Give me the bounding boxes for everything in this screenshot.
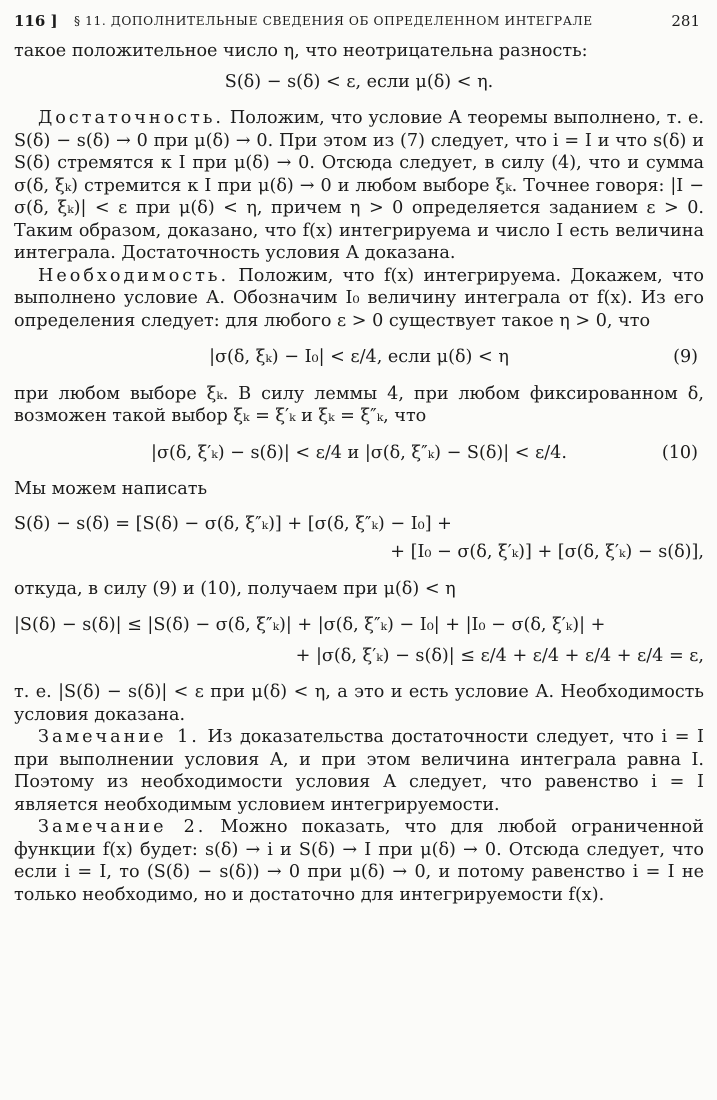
- remark-2-paragraph: [14, 816, 704, 906]
- remark-2-label: Замечание 2.: [38, 817, 207, 837]
- remark-1-text: Из доказательства достаточности следует, что i = I при выполнении условия А, и при этом величина интеграла равна I. Поэтому из необходимости условия А следует, что равенство i = I является необходимым условием интегрируемости.: [14, 727, 704, 815]
- page: [14, 6, 704, 906]
- conclusion-paragraph: т. е. |S(δ) − s(δ)| < ε при μ(δ) < η, а это и есть условие А. Необходимость условия доказана.: [14, 682, 704, 725]
- sufficiency-paragraph: [14, 107, 704, 265]
- page-header: [14, 6, 704, 40]
- page-body: [14, 40, 704, 906]
- intro-line: такое положительное число η, что неотрицательна разность:: [14, 41, 588, 61]
- formula-expansion-line-1: S(δ) − s(δ) = [S(δ) − σ(δ, ξ″ₖ)] + [σ(δ, ξ″ₖ) − I₀] +: [14, 513, 452, 534]
- we-can-write: Мы можем написать: [14, 479, 208, 499]
- necessity-label: Необходимость.: [38, 265, 230, 286]
- formula-9: |σ(δ, ξₖ) − I₀| < ε/4, если μ(δ) < η: [209, 347, 509, 367]
- sufficiency-text: Положим, что условие А теоремы выполнено, т. е. S(δ) − s(δ) → 0 при μ(δ) → 0. При этом из (7) следует, что i = I и что s(δ) и S(δ) стремятся к I при μ(δ) → 0. Отсюда следует, в силу (4), что и сумма σ(δ, ξₖ) стремится к I при μ(δ) → 0 и любом выборе ξₖ. Точнее говоря: |I − σ(δ, ξₖ)| < ε при μ(δ) < η, причем η > 0 определяется заданием ε > 0. Таким образом, доказано, что f(x) интегрируема и число I есть величина интеграла. Достаточность условия А доказана.: [14, 108, 704, 263]
- necessity-paragraph: [14, 265, 704, 333]
- section-number: 116 ]: [14, 12, 58, 30]
- formula-estimate-line-2: + |σ(δ, ξ′ₖ) − s(δ)| ≤ ε/4 + ε/4 + ε/4 + ε/4 = ε,: [295, 645, 704, 666]
- formula-expansion-line-2: + [I₀ − σ(δ, ξ′ₖ)] + [σ(δ, ξ′ₖ) − s(δ)],: [390, 542, 704, 562]
- formula-10-row: [14, 442, 704, 465]
- necessity-text: Положим, что f(x) интегрируема. Докажем, что выполнено условие А. Обозначим I₀ величину интеграла от f(x). Из его определения следует: для любого ε > 0 существует такое η > 0, что: [14, 265, 704, 331]
- formula-inequality: S(δ) − s(δ) < ε, если μ(δ) < η.: [224, 71, 494, 92]
- equation-number-9: (9): [673, 347, 698, 367]
- formula-9-row: [14, 346, 704, 369]
- formula-estimate-line-1: |S(δ) − s(δ)| ≤ |S(δ) − σ(δ, ξ″ₖ)| + |σ(δ, ξ″ₖ) − I₀| + |I₀ − σ(δ, ξ′ₖ)| +: [14, 615, 606, 635]
- remark-1-paragraph: [14, 726, 704, 816]
- page-number: 281: [671, 12, 700, 30]
- remark-2-text: Можно показать, что для любой ограниченной функции f(x) будет: s(δ) → i и S(δ) → I при μ(δ) → 0. Отсюда следует, что если i = I, то (S(δ) − s(δ)) → 0 при μ(δ) → 0, и потому равенство i = I не только необходимо, но и достаточно для интегрируемости f(x).: [14, 817, 704, 905]
- remark-1-label: Замечание 1.: [38, 727, 200, 747]
- lemma-paragraph: при любом выборе ξₖ. В силу леммы 4, при любом фиксированном δ, возможен такой выбор ξₖ = ξ′ₖ и ξₖ = ξ″ₖ, что: [14, 383, 704, 426]
- sufficiency-label: Достаточность.: [38, 108, 225, 128]
- equation-number-10: (10): [661, 442, 698, 463]
- formula-10: |σ(δ, ξ′ₖ) − s(δ)| < ε/4 и |σ(δ, ξ″ₖ) − S(δ)| < ε/4.: [151, 442, 567, 463]
- whence-paragraph: откуда, в силу (9) и (10), получаем при μ(δ) < η: [14, 578, 456, 599]
- running-title: § 11. ДОПОЛНИТЕЛЬНЫЕ СВЕДЕНИЯ ОБ ОПРЕДЕЛЕННОМ ИНТЕГРАЛЕ: [74, 14, 593, 28]
